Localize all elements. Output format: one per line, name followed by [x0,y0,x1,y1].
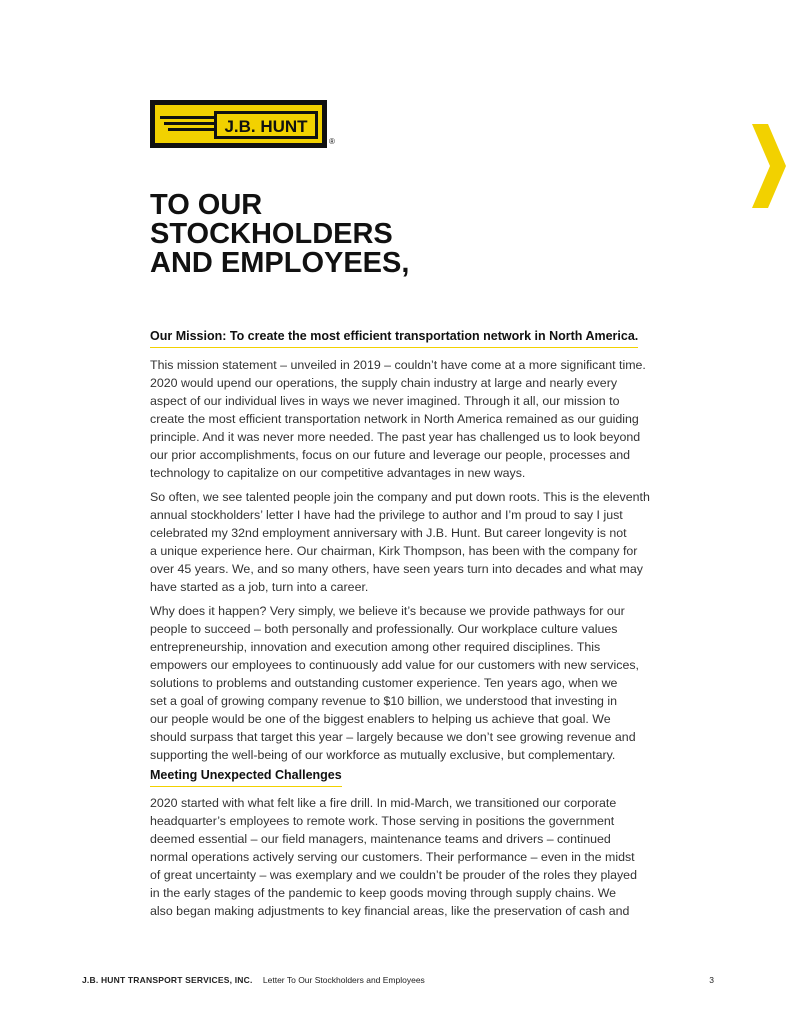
logo-text: J.B. HUNT [224,117,308,136]
text-line: have started as a job, turn into a career. [150,580,369,594]
text-line: set a goal of growing company revenue to $10 billion, we understood that investing in [150,694,618,708]
text-line: deemed essential – our field managers, maintenance teams and drivers – continued [150,832,611,846]
text-line: should surpass that target this year – largely because we don’t see growing revenue and [150,730,636,744]
text-line: technology to capitalize on our competitive advantages in new ways. [150,466,526,480]
page-title [150,191,409,278]
text-line: our prior accomplishments, focus on our future and leverage our people, processes and [150,448,631,462]
text-line: solutions to problems and outstanding customer experience. Ten years ago, when we [150,676,618,690]
text-line: over 45 years. We, and so many others, have seen years turn into decades and what may [150,562,643,576]
page-footer [82,975,714,985]
text-line: supporting the well-being of our workforce as mutually exclusive, but complementary. [150,748,616,762]
text-line: This mission statement – unveiled in 2019 – couldn’t have come at a more significant time. [150,358,646,372]
paragraph-2 [150,488,670,596]
text-line: in the early stages of the pandemic to keep goods moving through supply chains. We [150,886,617,900]
text-line: our people would be one of the biggest enablers to helping us achieve that goal. We [150,712,611,726]
text-line: 2020 would upend our operations, the supply chain industry at large and nearly every [150,376,618,390]
text-line: So often, we see talented people join the company and put down roots. This is the eleventh [150,490,650,504]
text-line: Why does it happen? Very simply, we believe it’s because we provide pathways for our [150,604,625,618]
text-line: 2020 started with what felt like a fire drill. In mid-March, we transitioned our corporate [150,796,617,810]
meeting-challenges-heading: Meeting Unexpected Challenges [150,768,342,787]
footer-document-title: Letter To Our Stockholders and Employees [262,975,425,985]
jb-hunt-logo [150,100,327,148]
title-line: TO OUR [150,189,263,221]
footer-company: J.B. HUNT TRANSPORT SERVICES, INC. [82,975,253,985]
title-line: AND EMPLOYEES, [150,247,410,279]
paragraph-4 [150,794,670,920]
text-line: entrepreneurship, innovation and execution among other required disciplines. This [150,640,601,654]
mission-heading: Our Mission: To create the most efficient transportation network in North America. [150,329,638,348]
text-line: of great uncertainty – was exemplary and we couldn’t be prouder of the roles they played [150,868,637,882]
text-line: create the most efficient transportation network in North America remained as our guiding [150,412,639,426]
text-line: annual stockholders’ letter I have had the privilege to author and I’m proud to say I just [150,508,623,522]
paragraph-3 [150,602,670,764]
text-line: celebrated my 32nd employment anniversary with J.B. Hunt. But career longevity is not [150,526,627,540]
page-number: 3 [709,975,714,985]
text-line: aspect of our individual lives in ways we never imagined. Through it all, our mission to [150,394,620,408]
text-line: normal operations actively serving our customers. Their performance – even in the midst [150,850,635,864]
text-line: a unique experience here. Our chairman, Kirk Thompson, has been with the company for [150,544,638,558]
text-line: people to succeed – both personally and professionally. Our workplace culture values [150,622,618,636]
text-line: empowers our employees to continuously add value for our customers with new services, [150,658,639,672]
paragraph-1 [150,356,670,482]
text-line: principle. And it was never more needed. The past year has challenged us to look beyond [150,430,641,444]
yellow-chevron-icon [752,124,786,208]
registered-mark: ® [329,137,335,146]
text-line: also began making adjustments to key financial areas, like the preservation of cash and [150,904,630,918]
title-line: STOCKHOLDERS [150,218,393,250]
text-line: headquarter’s employees to remote work. Those serving in positions the government [150,814,615,828]
